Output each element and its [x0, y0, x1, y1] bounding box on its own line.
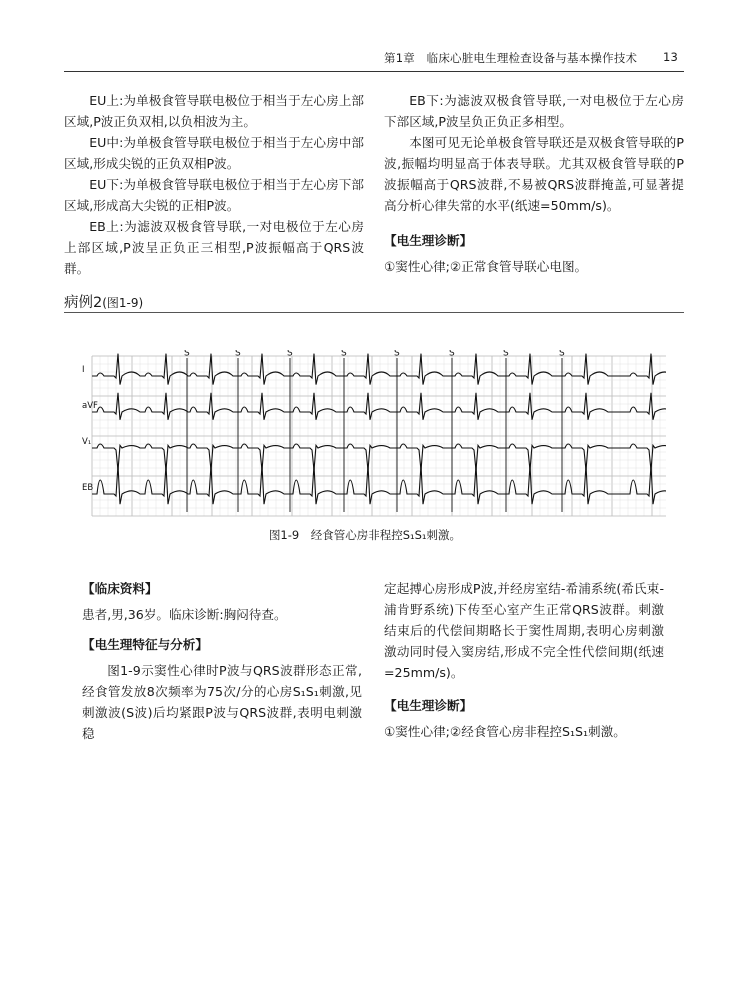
lead-label: V₁	[82, 437, 92, 447]
case-name: 病例2	[64, 295, 103, 311]
stimulus-label: S	[559, 350, 565, 359]
analysis-continued: 定起搏心房形成P波,并经房室结-希浦系统(希氏束-浦肯野系统)下传至心室产生正常QRS波群。刺激结束后的代偿间期略长于窦性周期,表明心房刺激激动同时侵入窦房结,形成不完全性代偿间期(纸速=25mm/s)。	[384, 581, 664, 680]
analysis-heading: 【电生理特征与分析】	[82, 637, 208, 652]
paragraph: EU中:为单极食管导联电极位于相当于左心房中部区域,形成尖锐的正负双相P波。	[64, 135, 364, 171]
diagnosis-text: ①窦性心律;②经食管心房非程控S₁S₁刺激。	[384, 724, 626, 739]
paragraph: EU上:为单极食管导联电极位于相当于左心房上部区域,P波正负双相,以负相波为主。	[64, 93, 364, 129]
top-right-column	[384, 90, 684, 277]
bottom-left-column	[82, 578, 362, 744]
header-rule	[64, 71, 684, 72]
ecg-figure	[82, 350, 666, 520]
bottom-right-column	[384, 578, 664, 742]
stimulus-label: S	[394, 350, 400, 359]
ecg-grid	[92, 356, 666, 516]
clinical-heading: 【临床资料】	[82, 581, 158, 596]
top-left-column	[64, 90, 364, 279]
page-number: 13	[662, 50, 678, 64]
case-figure-ref: (图1-9)	[102, 296, 144, 310]
analysis-text: 图1-9示窦性心律时P波与QRS波群形态正常,经食管发放8次频率为75次/分的心房S₁S₁刺激,见刺激波(S波)后均紧跟P波与QRS波群,表明电刺激稳	[82, 663, 362, 741]
stimulus-label: S	[449, 350, 455, 359]
stimulus-label: S	[341, 350, 347, 359]
diagnosis-heading: 【电生理诊断】	[384, 698, 473, 713]
paragraph: EB下:为滤波双极食管导联,一对电极位于左心房下部区域,P波呈负正负正多相型。	[384, 93, 684, 129]
stimulus-label: S	[235, 350, 241, 359]
paragraph: EU下:为单极食管导联电极位于相当于左心房下部区域,形成高大尖锐的正相P波。	[64, 177, 364, 213]
chapter-title: 第1章 临床心脏电生理检查设备与基本操作技术	[384, 51, 638, 65]
running-header	[384, 50, 684, 66]
diagnosis-text: ①窦性心律;②正常食管导联心电图。	[384, 259, 588, 274]
stimulus-label: S	[503, 350, 509, 359]
lead-label: EB	[82, 483, 94, 493]
case-rule	[64, 312, 684, 313]
stimulus-label: S	[287, 350, 293, 359]
ecg-tracing	[82, 350, 666, 520]
clinical-text: 患者,男,36岁。临床诊断:胸闷待查。	[82, 607, 287, 622]
diagnosis-heading: 【电生理诊断】	[384, 233, 473, 248]
stimulus-label: S	[184, 350, 190, 359]
paragraph: EB上:为滤波双极食管导联,一对电极位于左心房上部区域,P波呈正负正三相型,P波振幅高于QRS波群。	[64, 219, 364, 276]
lead-label: I	[82, 365, 85, 375]
paragraph: 本图可见无论单极食管导联还是双极食管导联的P波,振幅均明显高于体表导联。尤其双极食管导联的P波振幅高于QRS波群,不易被QRS波群掩盖,可显著提高分析心律失常的水平(纸速=50mm/s)。	[384, 135, 684, 213]
lead-label: aVF	[82, 401, 98, 411]
case-title	[64, 291, 143, 312]
figure-caption: 图1-9 经食管心房非程控S₁S₁刺激。	[268, 528, 462, 542]
